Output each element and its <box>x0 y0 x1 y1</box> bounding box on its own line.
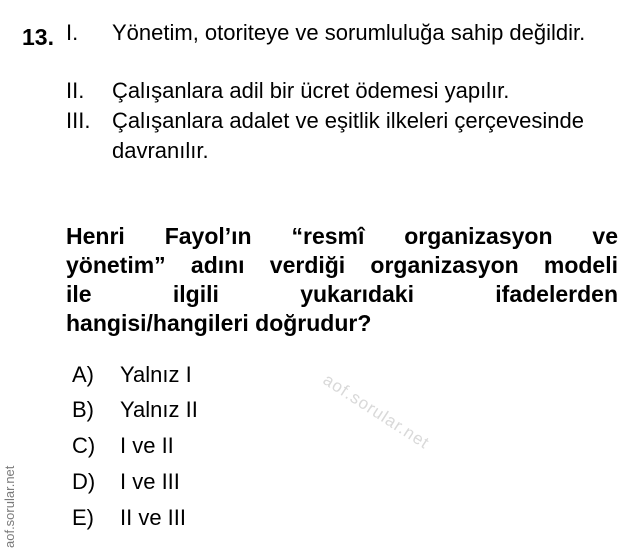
option-text: Yalnız II <box>120 397 198 422</box>
option-a[interactable] <box>72 360 192 390</box>
statement-text: Çalışanlara adil bir ücret ödemesi yapılır. <box>112 78 510 103</box>
option-c[interactable] <box>72 431 174 461</box>
option-text: Yalnız I <box>120 362 192 387</box>
watermark-side: aof.sorular.net <box>2 465 17 548</box>
statement-text: Çalışanlara adalet ve eşitlik ilkeleri çerçevesinde davranılır. <box>112 108 585 163</box>
option-text: I ve II <box>120 433 174 458</box>
statement-numeral: II. <box>66 78 85 103</box>
option-letter: E) <box>72 505 94 530</box>
question-stem <box>66 222 618 338</box>
option-b[interactable] <box>72 395 198 425</box>
option-d[interactable] <box>72 467 180 497</box>
option-letter: B) <box>72 397 94 422</box>
watermark-diagonal: aof.sorular.net <box>319 370 433 453</box>
question-number: 13. <box>22 24 54 50</box>
stem-line: hangisi/hangileri doğrudur? <box>66 310 372 336</box>
statement-1 <box>66 18 586 48</box>
option-letter: A) <box>72 362 94 387</box>
statement-numeral: I. <box>66 20 79 45</box>
statement-text: Yönetim, otoriteye ve sorumluluğa sahip değildir. <box>112 20 586 45</box>
option-letter: C) <box>72 433 96 458</box>
option-e[interactable] <box>72 503 186 533</box>
statement-3 <box>66 106 586 166</box>
stem-line: ile ilgili yukarıdaki ifadelerden <box>66 281 618 307</box>
option-text: II ve III <box>120 505 187 530</box>
option-letter: D) <box>72 469 96 494</box>
stem-line: Henri Fayol’ın “resmî organizasyon ve <box>66 223 618 249</box>
stem-line: yönetim” adını verdiği organizasyon modeli <box>66 252 618 278</box>
statement-numeral: III. <box>66 108 91 133</box>
option-text: I ve III <box>120 469 180 494</box>
statement-2 <box>66 76 586 106</box>
